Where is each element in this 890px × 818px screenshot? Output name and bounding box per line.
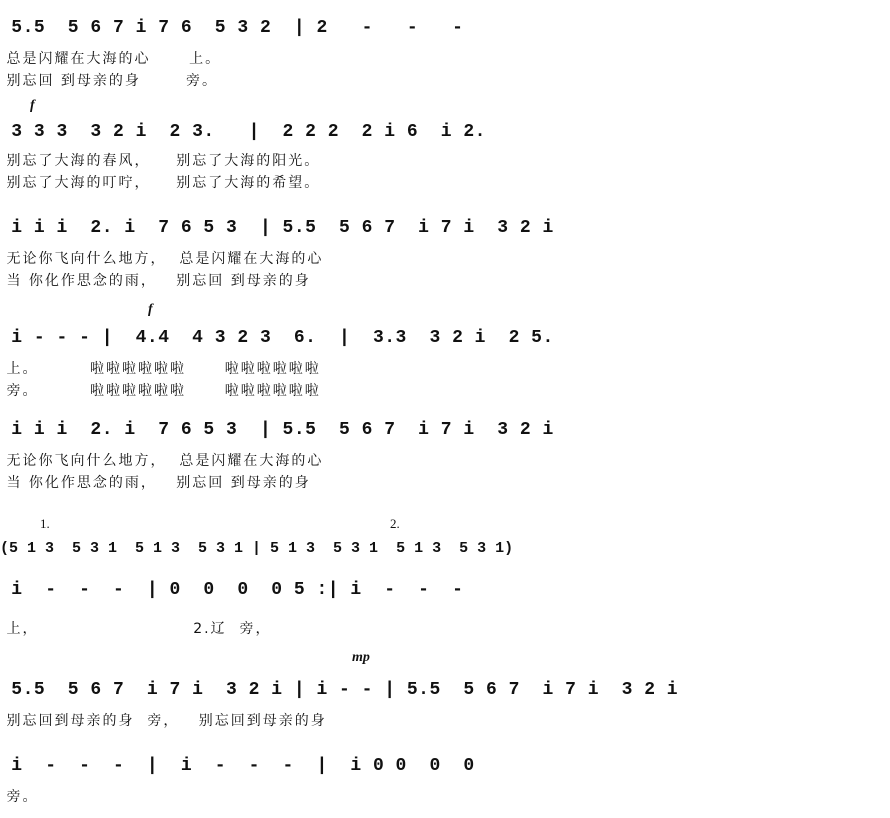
accompaniment-line: (5 1 3 5 3 1 5 1 3 5 3 1 | 5 1 3 5 3 1 5 1 3 5 3 1) <box>0 540 514 557</box>
lyric-line-1: 旁。 <box>0 789 39 805</box>
notation-line: 3 3 3 3 2 i 2 3. | 2 2 2 2 i 6 i 2. <box>0 122 486 142</box>
lyric-line-1: 别忘了大海的春风， 别忘了大海的阳光。 <box>0 153 321 169</box>
lyric-line-1: 总是闪耀在大海的心 上。 <box>0 51 222 67</box>
volta-bracket-2: 2. <box>390 516 400 531</box>
dynamic-mark: mp <box>352 650 370 665</box>
lyric-line-2: 当 你化作思念的雨， 别忘回 到母亲的身 <box>0 475 311 491</box>
lyric-line-2: 当 你化作思念的雨， 别忘回 到母亲的身 <box>0 273 311 289</box>
notation-line: 5.5 5 6 7 i 7 6 5 3 2 | 2 - - - <box>0 18 464 38</box>
lyric-line-1: 上。 啦啦啦啦啦啦 啦啦啦啦啦啦 <box>0 361 321 377</box>
notation-line: i i i 2. i 7 6 5 3 | 5.5 5 6 7 i 7 i 3 2 i <box>0 218 554 238</box>
notation-line: 5.5 5 6 7 i 7 i 3 2 i | i - - | 5.5 5 6 7 i 7 i 3 2 i <box>0 680 679 700</box>
lyric-line-1: 无论你飞向什么地方， 总是闪耀在大海的心 <box>0 453 324 469</box>
dynamic-mark: f <box>30 98 35 113</box>
lyric-line-2: 别忘了大海的叮咛， 别忘了大海的希望。 <box>0 175 321 191</box>
notation-line: i - - - | 4.4 4 3 2 3 6. | 3.3 3 2 i 2 5. <box>0 328 554 348</box>
lyric-line-1: 无论你飞向什么地方， 总是闪耀在大海的心 <box>0 251 324 267</box>
lyric-line-2: 别忘回 到母亲的身 旁。 <box>0 73 219 89</box>
lyric-line-1: 别忘回到母亲的身 旁， 别忘回到母亲的身 <box>0 713 327 729</box>
notation-line: i - - - | i - - - | i 0 0 0 0 <box>0 756 475 776</box>
lyric-line-2: 旁。 啦啦啦啦啦啦 啦啦啦啦啦啦 <box>0 383 321 399</box>
dynamic-mark: f <box>148 302 153 317</box>
notation-line: i - - - | 0 0 0 0 5 :| i - - - <box>0 580 464 600</box>
notation-line: i i i 2. i 7 6 5 3 | 5.5 5 6 7 i 7 i 3 2 i <box>0 420 554 440</box>
lyric-line-1: 上， 2.辽 旁， <box>0 621 272 637</box>
volta-bracket-1: 1. <box>40 516 50 531</box>
